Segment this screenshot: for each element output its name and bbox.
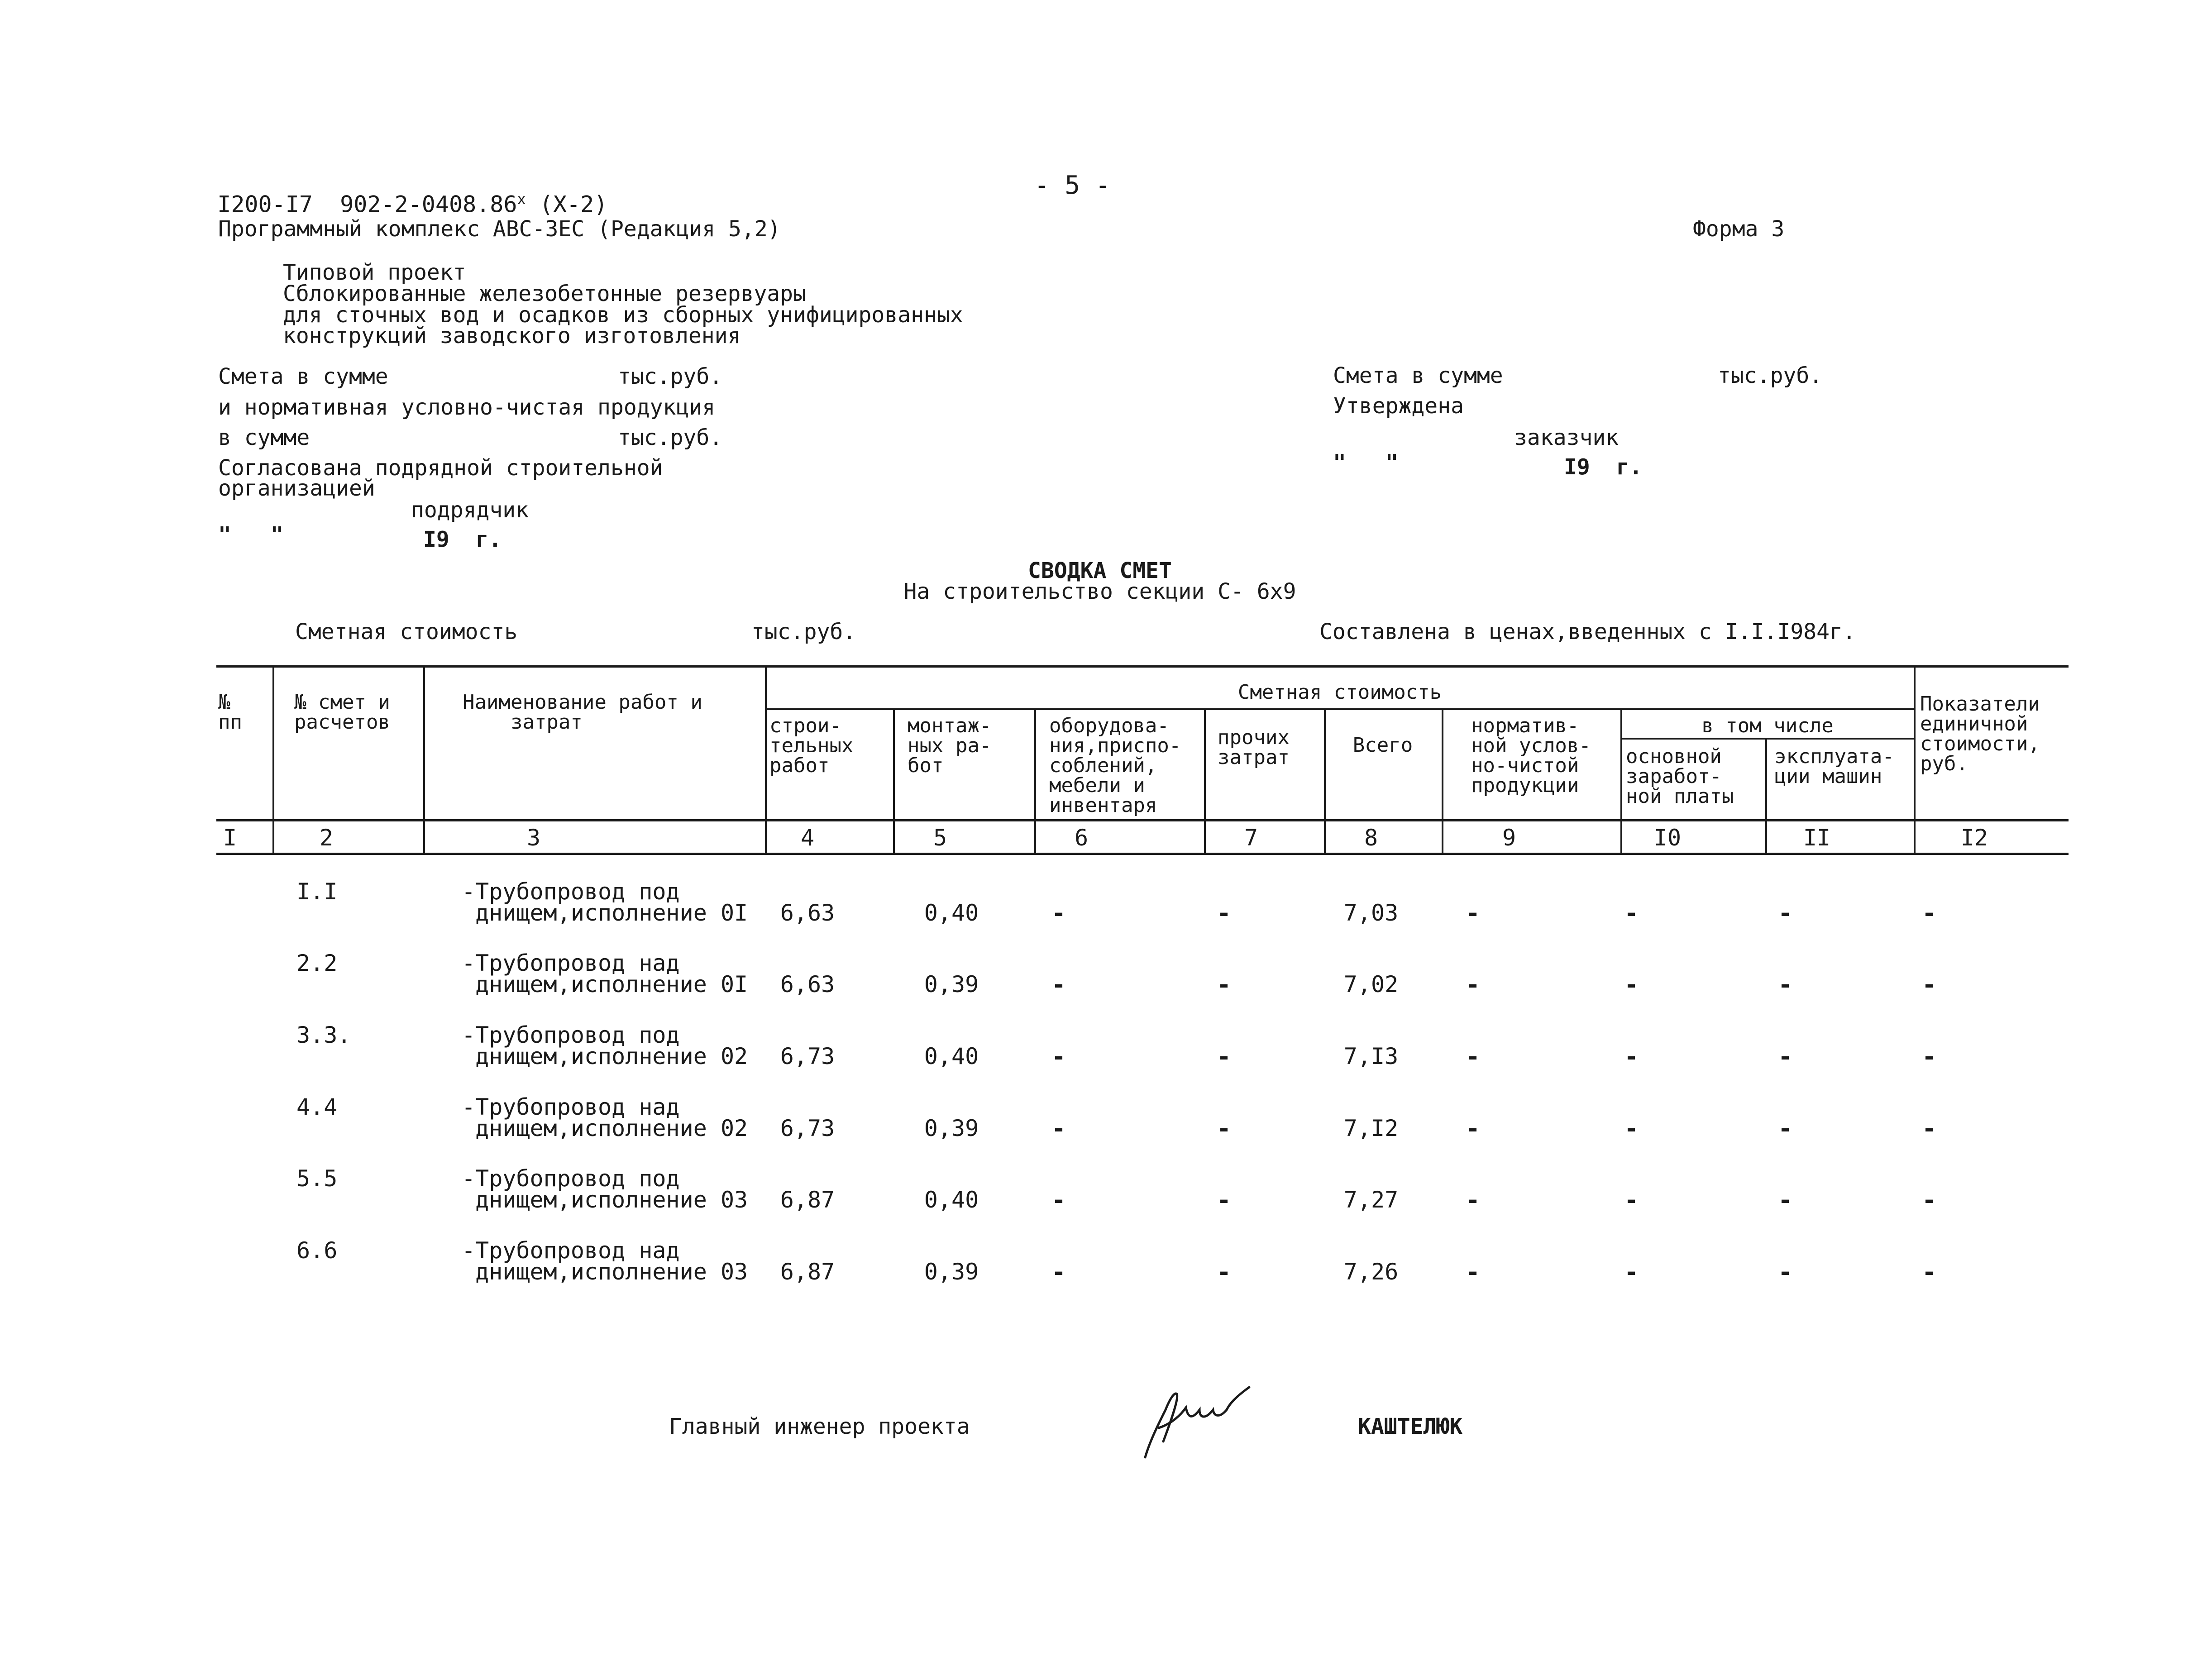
cell-normative: - bbox=[1466, 1187, 1480, 1214]
cell-wages: - bbox=[1624, 900, 1639, 927]
left-unit-1: тыс.руб. bbox=[618, 364, 723, 389]
header-c4: строи- тельных работ bbox=[769, 714, 854, 777]
right-unit: тыс.руб. bbox=[1718, 363, 1823, 388]
cell-total: 7,26 bbox=[1343, 1259, 1399, 1285]
colnum-4: 4 bbox=[800, 825, 815, 851]
page-number: - 5 - bbox=[1034, 171, 1111, 200]
project-line-1: Типовой проект bbox=[283, 260, 466, 285]
cell-unit-cost: - bbox=[1922, 1187, 1936, 1214]
row-name-line-1: -Трубопровод под bbox=[462, 1165, 680, 1192]
header-bottom-line bbox=[216, 819, 2069, 821]
cell-wages: - bbox=[1624, 1259, 1639, 1286]
cell-installation: 0,39 bbox=[924, 1259, 979, 1285]
colnum-5: 5 bbox=[933, 825, 947, 851]
cell-unit-cost: - bbox=[1922, 971, 1936, 998]
cell-construction: 6,87 bbox=[780, 1259, 835, 1285]
doc-code-sup: x bbox=[517, 191, 526, 208]
row-name-line-2: днищем,исполнение 0I bbox=[462, 900, 748, 926]
cell-equipment: - bbox=[1051, 1187, 1066, 1214]
colnum-10: I0 bbox=[1653, 825, 1682, 851]
cell-equipment: - bbox=[1051, 971, 1066, 998]
header-c10: основной заработ- ной платы bbox=[1626, 745, 1734, 808]
row-number: 3.3. bbox=[296, 1022, 351, 1048]
cell-machines: - bbox=[1778, 1259, 1792, 1286]
cell-installation: 0,40 bbox=[924, 900, 979, 926]
group-line bbox=[765, 708, 1915, 710]
left-agreed-line-1: Согласована подрядной строительной bbox=[218, 455, 663, 481]
row-number: 2.2 bbox=[296, 950, 338, 976]
header-subgroup: в том числе bbox=[1701, 714, 1834, 737]
cell-machines: - bbox=[1778, 1115, 1792, 1142]
row-name-line-2: днищем,исполнение 03 bbox=[462, 1259, 748, 1285]
right-quotes: " " bbox=[1333, 450, 1399, 475]
left-normative-product: и нормативная условно-чистая продукция bbox=[218, 395, 716, 420]
cell-total: 7,02 bbox=[1343, 971, 1399, 998]
cell-normative: - bbox=[1466, 1115, 1480, 1142]
row-name-line-1: -Трубопровод под bbox=[462, 1022, 680, 1048]
cell-installation: 0,40 bbox=[924, 1043, 979, 1069]
cell-installation: 0,39 bbox=[924, 1115, 979, 1141]
cell-normative: - bbox=[1466, 900, 1480, 927]
row-number: I.I bbox=[296, 878, 338, 905]
colnum-11: II bbox=[1803, 825, 1831, 851]
cell-wages: - bbox=[1624, 1043, 1639, 1070]
project-line-2: Сблокированные железобетонные резервуары bbox=[283, 281, 806, 306]
cell-other: - bbox=[1217, 1115, 1231, 1142]
cell-machines: - bbox=[1778, 1043, 1792, 1070]
left-quotes: " " bbox=[218, 522, 284, 548]
cell-equipment: - bbox=[1051, 900, 1066, 927]
cell-unit-cost: - bbox=[1922, 1259, 1936, 1286]
header-c9: норматив- ной услов- но-чистой продукции bbox=[1471, 714, 1591, 797]
cell-wages: - bbox=[1624, 971, 1639, 998]
row-number: 5.5 bbox=[296, 1165, 338, 1192]
cell-construction: 6,87 bbox=[780, 1187, 835, 1213]
right-estimate-sum: Смета в сумме bbox=[1333, 363, 1503, 388]
cell-installation: 0,40 bbox=[924, 1187, 979, 1213]
colnum-7: 7 bbox=[1244, 825, 1258, 851]
left-estimate-sum: Смета в сумме bbox=[218, 364, 388, 389]
colnum-1: I bbox=[223, 825, 237, 851]
chief-engineer-name: КАШТЕЛЮК bbox=[1358, 1414, 1463, 1439]
cell-normative: - bbox=[1466, 971, 1480, 998]
cell-wages: - bbox=[1624, 1115, 1639, 1142]
header-c2: № смет и расчетов bbox=[294, 691, 390, 734]
doc-code: I200-I7 902-2-0408.86$^x$ (X-2) bbox=[217, 191, 608, 218]
cell-other: - bbox=[1217, 1259, 1231, 1286]
cell-normative: - bbox=[1466, 1043, 1480, 1070]
doc-subtitle: На строительство секции С- 6х9 bbox=[903, 579, 1296, 604]
colnum-6: 6 bbox=[1074, 825, 1089, 851]
doc-title: СВОДКА СМЕТ bbox=[1028, 558, 1172, 583]
prices-note: Составлена в ценах,введенных с I.I.I984г. bbox=[1319, 619, 1856, 644]
cell-total: 7,I3 bbox=[1343, 1043, 1399, 1069]
cell-unit-cost: - bbox=[1922, 1115, 1936, 1142]
row-name-line-1: -Трубопровод над bbox=[462, 1237, 680, 1264]
row-number: 4.4 bbox=[296, 1094, 338, 1120]
cost-label: Сметная стоимость bbox=[295, 619, 518, 644]
cell-machines: - bbox=[1778, 1187, 1792, 1214]
cell-equipment: - bbox=[1051, 1115, 1066, 1142]
project-line-4: конструкций заводского изготовления bbox=[283, 323, 741, 348]
row-number: 6.6 bbox=[296, 1237, 338, 1264]
signature-icon bbox=[1132, 1374, 1267, 1464]
cell-equipment: - bbox=[1051, 1259, 1066, 1286]
left-contractor: подрядчик bbox=[411, 497, 529, 523]
project-line-3: для сточных вод и осадков из сборных унифицированных bbox=[283, 302, 963, 328]
colnum-2: 2 bbox=[319, 825, 334, 851]
cell-other: - bbox=[1217, 971, 1231, 998]
cell-normative: - bbox=[1466, 1259, 1480, 1286]
cell-unit-cost: - bbox=[1922, 900, 1936, 927]
cell-total: 7,03 bbox=[1343, 900, 1399, 926]
cell-construction: 6,73 bbox=[780, 1115, 835, 1141]
row-name-line-2: днищем,исполнение 02 bbox=[462, 1043, 748, 1069]
cell-machines: - bbox=[1778, 900, 1792, 927]
header-c7: прочих затрат bbox=[1218, 726, 1290, 769]
header-c6: оборудова- ния,приспо- соблений, мебели и инвентаря bbox=[1049, 714, 1181, 817]
cell-equipment: - bbox=[1051, 1043, 1066, 1070]
cell-construction: 6,73 bbox=[780, 1043, 835, 1069]
cell-machines: - bbox=[1778, 971, 1792, 998]
row-name-line-1: -Трубопровод над bbox=[462, 1094, 680, 1120]
cell-unit-cost: - bbox=[1922, 1043, 1936, 1070]
header-c11: эксплуата- ции машин bbox=[1774, 745, 1894, 788]
colnum-3: 3 bbox=[526, 825, 541, 851]
form-label: Форма 3 bbox=[1693, 216, 1785, 242]
row-name-line-1: -Трубопровод под bbox=[462, 878, 680, 905]
row-name-line-1: -Трубопровод над bbox=[462, 950, 680, 976]
left-year: I9 г. bbox=[423, 527, 502, 552]
right-customer: заказчик bbox=[1514, 425, 1619, 450]
row-name-line-2: днищем,исполнение 03 bbox=[462, 1187, 748, 1213]
colnum-9: 9 bbox=[1502, 825, 1516, 851]
numbers-bottom-line bbox=[216, 853, 2069, 855]
cell-installation: 0,39 bbox=[924, 971, 979, 998]
table-top-line bbox=[216, 665, 2069, 668]
right-approved: Утверждена bbox=[1333, 393, 1464, 419]
left-unit-2: тыс.руб. bbox=[618, 425, 723, 450]
cost-unit: тыс.руб. bbox=[751, 619, 856, 644]
header-c3: Наименование работ и затрат bbox=[463, 691, 702, 734]
header-c1: № пп bbox=[218, 691, 242, 734]
colnum-12: I2 bbox=[1960, 825, 1988, 851]
header-c12: Показатели единичной стоимости, руб. bbox=[1920, 692, 2040, 775]
cell-other: - bbox=[1217, 1187, 1231, 1214]
cell-total: 7,I2 bbox=[1343, 1115, 1399, 1141]
left-agreed-line-2: организацией bbox=[218, 476, 375, 501]
cell-other: - bbox=[1217, 1043, 1231, 1070]
header-group: Сметная стоимость bbox=[1237, 681, 1442, 704]
chief-engineer-label: Главный инженер проекта bbox=[669, 1414, 970, 1439]
cell-construction: 6,63 bbox=[780, 900, 835, 926]
row-name-line-2: днищем,исполнение 0I bbox=[462, 971, 748, 998]
header-c5: монтаж- ных ра- бот bbox=[908, 714, 992, 777]
right-year: I9 г. bbox=[1564, 454, 1643, 480]
left-in-sum: в сумме bbox=[218, 425, 310, 450]
cell-construction: 6,63 bbox=[780, 971, 835, 998]
cell-other: - bbox=[1217, 900, 1231, 927]
software-title: Программный комплекс АВС-ЗЕС (Редакция 5,2) bbox=[218, 216, 781, 242]
colnum-8: 8 bbox=[1364, 825, 1378, 851]
cell-total: 7,27 bbox=[1343, 1187, 1399, 1213]
header-c8: Всего bbox=[1352, 734, 1413, 757]
row-name-line-2: днищем,исполнение 02 bbox=[462, 1115, 748, 1141]
subgroup-line bbox=[1620, 738, 1915, 740]
cell-wages: - bbox=[1624, 1187, 1639, 1214]
